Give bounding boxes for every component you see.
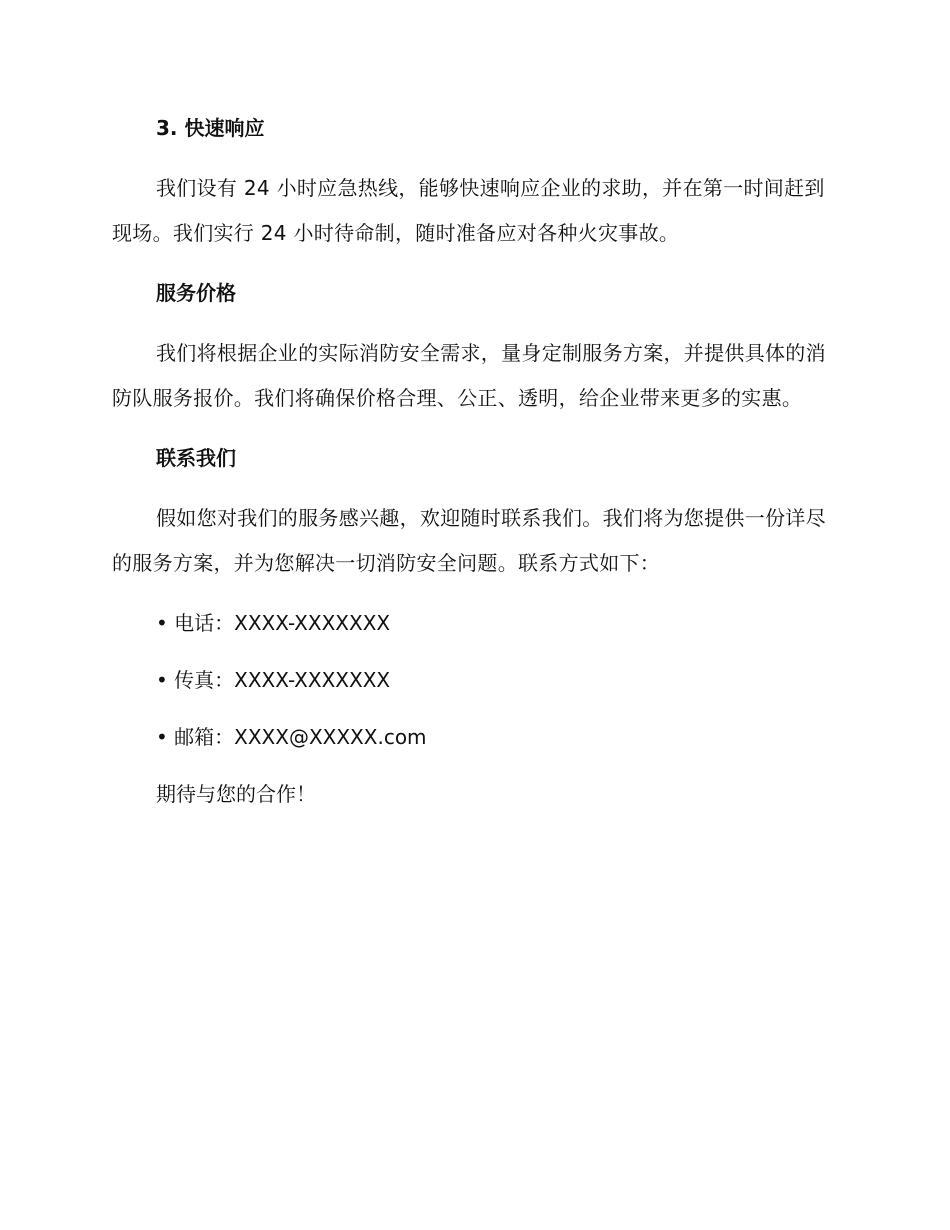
heading-quick-response: 3. 快速响应 — [156, 116, 265, 140]
paragraph-service-price: 我们将根据企业的实际消防安全需求，量身定制服务方案，并提供具体的消防队服务报价。我们将确保价格合理、公正、透明，给企业带来更多的实惠。 — [112, 341, 826, 410]
document-content — [112, 108, 832, 814]
contact-email-item: • 邮箱：XXXX@XXXXX.com — [156, 725, 427, 749]
contact-fax-item: • 传真：XXXX-XXXXXXX — [156, 668, 391, 692]
contact-phone-item: • 电话：XXXX-XXXXXXX — [156, 611, 391, 635]
heading-service-price: 服务价格 — [156, 281, 236, 305]
paragraph-contact-us: 假如您对我们的服务感兴趣，欢迎随时联系我们。我们将为您提供一份详尽的服务方案，并为您解决一切消防安全问题。联系方式如下： — [112, 506, 826, 575]
paragraph-quick-response: 我们设有 24 小时应急热线，能够快速响应企业的求助，并在第一时间赶到现场。我们实行 24 小时待命制，随时准备应对各种火灾事故。 — [112, 176, 825, 245]
closing-line: 期待与您的合作！ — [156, 782, 316, 806]
heading-contact-us: 联系我们 — [156, 446, 236, 470]
